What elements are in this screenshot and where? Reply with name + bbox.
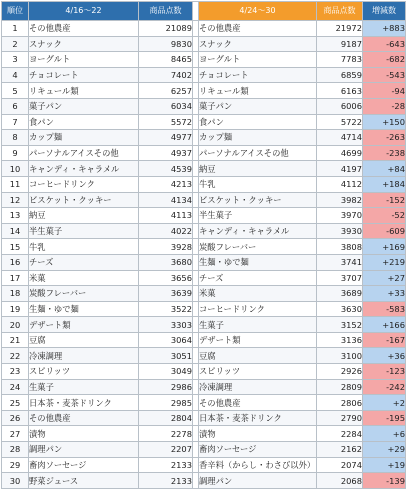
right-item-name: パーソナルアイスその他 bbox=[199, 145, 317, 161]
right-item-count: 2068 bbox=[317, 473, 363, 489]
rank-cell: 2 bbox=[2, 36, 29, 52]
table-row bbox=[2, 21, 406, 37]
change-cell: -682 bbox=[363, 52, 406, 68]
right-item-count: 2790 bbox=[317, 410, 363, 426]
right-item-name: 炭酸フレーバー bbox=[199, 239, 317, 255]
right-item-name: 日本茶・麦茶ドリンク bbox=[199, 410, 317, 426]
table-row bbox=[2, 426, 406, 442]
table-row bbox=[2, 473, 406, 489]
header-count-2: 商品点数 bbox=[317, 2, 363, 21]
left-item-count: 6257 bbox=[139, 83, 193, 99]
right-item-count: 3930 bbox=[317, 223, 363, 239]
header-change: 増減数 bbox=[363, 2, 406, 21]
right-item-count: 3689 bbox=[317, 286, 363, 302]
change-cell: +150 bbox=[363, 114, 406, 130]
right-item-count: 7783 bbox=[317, 52, 363, 68]
right-item-count: 2074 bbox=[317, 457, 363, 473]
left-item-count: 4213 bbox=[139, 176, 193, 192]
header-count-1: 商品点数 bbox=[139, 2, 193, 21]
right-item-name: その他農産 bbox=[199, 395, 317, 411]
left-item-count: 4937 bbox=[139, 145, 193, 161]
left-item-count: 3303 bbox=[139, 317, 193, 333]
right-item-count: 3741 bbox=[317, 254, 363, 270]
header-rank: 順位 bbox=[2, 2, 29, 21]
rank-cell: 15 bbox=[2, 239, 29, 255]
left-item-count: 2985 bbox=[139, 395, 193, 411]
left-item-count: 3051 bbox=[139, 348, 193, 364]
change-cell: +2 bbox=[363, 395, 406, 411]
rank-cell: 20 bbox=[2, 317, 29, 333]
rank-cell: 17 bbox=[2, 270, 29, 286]
left-item-count: 21089 bbox=[139, 21, 193, 37]
left-item-name: 半生菓子 bbox=[29, 223, 139, 239]
change-cell: +219 bbox=[363, 254, 406, 270]
rank-cell: 5 bbox=[2, 83, 29, 99]
right-item-count: 3707 bbox=[317, 270, 363, 286]
change-cell: +84 bbox=[363, 161, 406, 177]
change-cell: -643 bbox=[363, 36, 406, 52]
left-item-name: 調理パン bbox=[29, 442, 139, 458]
table-row bbox=[2, 83, 406, 99]
left-item-name: 生菓子 bbox=[29, 379, 139, 395]
table-row bbox=[2, 223, 406, 239]
right-item-name: ビスケット・クッキー bbox=[199, 192, 317, 208]
change-cell: +169 bbox=[363, 239, 406, 255]
change-cell: +19 bbox=[363, 457, 406, 473]
right-item-name: 菓子パン bbox=[199, 98, 317, 114]
left-item-count: 4977 bbox=[139, 130, 193, 146]
left-item-name: 畜肉ソーセージ bbox=[29, 457, 139, 473]
change-cell: +27 bbox=[363, 270, 406, 286]
left-item-name: 冷凍調理 bbox=[29, 348, 139, 364]
left-item-count: 3049 bbox=[139, 364, 193, 380]
table-row bbox=[2, 36, 406, 52]
left-item-count: 9830 bbox=[139, 36, 193, 52]
left-item-name: 炭酸フレーバー bbox=[29, 286, 139, 302]
change-cell: +29 bbox=[363, 442, 406, 458]
left-item-name: チョコレート bbox=[29, 67, 139, 83]
rank-cell: 3 bbox=[2, 52, 29, 68]
table-row bbox=[2, 379, 406, 395]
header-period-1: 4/16～22 bbox=[29, 2, 139, 21]
right-item-name: キャンディ・キャラメル bbox=[199, 223, 317, 239]
rank-cell: 27 bbox=[2, 426, 29, 442]
right-item-name: 生菓子 bbox=[199, 317, 317, 333]
rank-cell: 30 bbox=[2, 473, 29, 489]
ranking-table bbox=[1, 1, 406, 489]
rank-cell: 24 bbox=[2, 379, 29, 395]
table-row bbox=[2, 317, 406, 333]
left-item-count: 4134 bbox=[139, 192, 193, 208]
rank-cell: 16 bbox=[2, 254, 29, 270]
change-cell: -195 bbox=[363, 410, 406, 426]
right-item-count: 4714 bbox=[317, 130, 363, 146]
change-cell: -152 bbox=[363, 192, 406, 208]
right-item-count: 4112 bbox=[317, 176, 363, 192]
right-item-count: 2926 bbox=[317, 364, 363, 380]
left-item-count: 2133 bbox=[139, 457, 193, 473]
right-item-count: 9187 bbox=[317, 36, 363, 52]
change-cell: -28 bbox=[363, 98, 406, 114]
right-item-name: チョコレート bbox=[199, 67, 317, 83]
right-item-count: 2284 bbox=[317, 426, 363, 442]
table-row bbox=[2, 52, 406, 68]
left-item-name: チーズ bbox=[29, 254, 139, 270]
left-item-count: 3656 bbox=[139, 270, 193, 286]
table-body bbox=[2, 21, 406, 489]
right-item-count: 3136 bbox=[317, 332, 363, 348]
rank-cell: 22 bbox=[2, 348, 29, 364]
change-cell: -94 bbox=[363, 83, 406, 99]
rank-cell: 6 bbox=[2, 98, 29, 114]
rank-cell: 10 bbox=[2, 161, 29, 177]
rank-cell: 4 bbox=[2, 67, 29, 83]
change-cell: +6 bbox=[363, 426, 406, 442]
table-row bbox=[2, 192, 406, 208]
left-item-name: ヨーグルト bbox=[29, 52, 139, 68]
left-item-count: 7402 bbox=[139, 67, 193, 83]
table-row bbox=[2, 114, 406, 130]
right-item-name: 香辛料（からし・わさび以外） bbox=[199, 457, 317, 473]
rank-cell: 21 bbox=[2, 332, 29, 348]
rank-cell: 1 bbox=[2, 21, 29, 37]
left-item-name: パーソナルアイスその他 bbox=[29, 145, 139, 161]
left-item-name: 豆腐 bbox=[29, 332, 139, 348]
left-item-count: 3928 bbox=[139, 239, 193, 255]
left-item-name: スピリッツ bbox=[29, 364, 139, 380]
rank-cell: 13 bbox=[2, 208, 29, 224]
right-item-count: 2806 bbox=[317, 395, 363, 411]
rank-cell: 23 bbox=[2, 364, 29, 380]
left-item-count: 6034 bbox=[139, 98, 193, 114]
left-item-count: 2207 bbox=[139, 442, 193, 458]
rank-cell: 14 bbox=[2, 223, 29, 239]
table-row bbox=[2, 364, 406, 380]
right-item-count: 3630 bbox=[317, 301, 363, 317]
left-item-name: その他農産 bbox=[29, 21, 139, 37]
right-item-count: 6163 bbox=[317, 83, 363, 99]
left-item-count: 4539 bbox=[139, 161, 193, 177]
right-item-count: 4197 bbox=[317, 161, 363, 177]
rank-cell: 19 bbox=[2, 301, 29, 317]
rank-cell: 18 bbox=[2, 286, 29, 302]
change-cell: -263 bbox=[363, 130, 406, 146]
right-item-name: コーヒードリンク bbox=[199, 301, 317, 317]
change-cell: -242 bbox=[363, 379, 406, 395]
table-row bbox=[2, 145, 406, 161]
right-item-name: 豆腐 bbox=[199, 348, 317, 364]
right-item-count: 6006 bbox=[317, 98, 363, 114]
left-item-count: 3522 bbox=[139, 301, 193, 317]
right-item-name: ヨーグルト bbox=[199, 52, 317, 68]
right-item-count: 21972 bbox=[317, 21, 363, 37]
left-item-name: キャンディ・キャラメル bbox=[29, 161, 139, 177]
left-item-count: 2278 bbox=[139, 426, 193, 442]
left-item-name: リキュール類 bbox=[29, 83, 139, 99]
right-item-name: 食パン bbox=[199, 114, 317, 130]
change-cell: -123 bbox=[363, 364, 406, 380]
left-item-count: 2804 bbox=[139, 410, 193, 426]
right-item-name: 米菓 bbox=[199, 286, 317, 302]
table-row bbox=[2, 442, 406, 458]
right-item-name: 冷凍調理 bbox=[199, 379, 317, 395]
table-header-row bbox=[2, 2, 406, 21]
left-item-count: 2986 bbox=[139, 379, 193, 395]
change-cell: -167 bbox=[363, 332, 406, 348]
change-cell: -609 bbox=[363, 223, 406, 239]
right-item-name: 生麺・ゆで麺 bbox=[199, 254, 317, 270]
table-row bbox=[2, 98, 406, 114]
left-item-name: ビスケット・クッキー bbox=[29, 192, 139, 208]
left-item-name: 食パン bbox=[29, 114, 139, 130]
right-item-name: 半生菓子 bbox=[199, 208, 317, 224]
change-cell: +883 bbox=[363, 21, 406, 37]
table-row bbox=[2, 348, 406, 364]
right-item-name: カップ麺 bbox=[199, 130, 317, 146]
left-item-count: 3680 bbox=[139, 254, 193, 270]
change-cell: -238 bbox=[363, 145, 406, 161]
right-item-name: スピリッツ bbox=[199, 364, 317, 380]
left-item-count: 3064 bbox=[139, 332, 193, 348]
right-item-name: 牛乳 bbox=[199, 176, 317, 192]
table-row bbox=[2, 176, 406, 192]
change-cell: -139 bbox=[363, 473, 406, 489]
table-row bbox=[2, 395, 406, 411]
table-row bbox=[2, 270, 406, 286]
left-item-name: 漬物 bbox=[29, 426, 139, 442]
right-item-count: 6859 bbox=[317, 67, 363, 83]
right-item-count: 3152 bbox=[317, 317, 363, 333]
change-cell: +166 bbox=[363, 317, 406, 333]
rank-cell: 29 bbox=[2, 457, 29, 473]
change-cell: -583 bbox=[363, 301, 406, 317]
header-period-2: 4/24～30 bbox=[199, 2, 317, 21]
right-item-name: 納豆 bbox=[199, 161, 317, 177]
table-row bbox=[2, 161, 406, 177]
left-item-count: 4022 bbox=[139, 223, 193, 239]
table-row bbox=[2, 286, 406, 302]
table-row bbox=[2, 332, 406, 348]
table-row bbox=[2, 208, 406, 224]
rank-cell: 12 bbox=[2, 192, 29, 208]
right-item-count: 2162 bbox=[317, 442, 363, 458]
left-item-count: 4113 bbox=[139, 208, 193, 224]
right-item-count: 2809 bbox=[317, 379, 363, 395]
change-cell: +33 bbox=[363, 286, 406, 302]
change-cell: -543 bbox=[363, 67, 406, 83]
rank-cell: 7 bbox=[2, 114, 29, 130]
left-item-name: その他農産 bbox=[29, 410, 139, 426]
rank-cell: 28 bbox=[2, 442, 29, 458]
rank-cell: 11 bbox=[2, 176, 29, 192]
rank-cell: 9 bbox=[2, 145, 29, 161]
change-cell: -52 bbox=[363, 208, 406, 224]
left-item-count: 2133 bbox=[139, 473, 193, 489]
left-item-name: コーヒードリンク bbox=[29, 176, 139, 192]
table-row bbox=[2, 67, 406, 83]
table-row bbox=[2, 457, 406, 473]
right-item-name: チーズ bbox=[199, 270, 317, 286]
right-item-count: 3808 bbox=[317, 239, 363, 255]
right-item-name: 調理パン bbox=[199, 473, 317, 489]
table-row bbox=[2, 301, 406, 317]
table-row bbox=[2, 130, 406, 146]
left-item-name: 納豆 bbox=[29, 208, 139, 224]
rank-cell: 25 bbox=[2, 395, 29, 411]
right-item-name: デザート類 bbox=[199, 332, 317, 348]
left-item-name: 生麺・ゆで麺 bbox=[29, 301, 139, 317]
right-item-count: 3970 bbox=[317, 208, 363, 224]
change-cell: +36 bbox=[363, 348, 406, 364]
right-item-name: スナック bbox=[199, 36, 317, 52]
table-row bbox=[2, 410, 406, 426]
left-item-name: スナック bbox=[29, 36, 139, 52]
right-item-count: 5722 bbox=[317, 114, 363, 130]
left-item-name: 菓子パン bbox=[29, 98, 139, 114]
left-item-count: 5572 bbox=[139, 114, 193, 130]
left-item-count: 3639 bbox=[139, 286, 193, 302]
right-item-name: 漬物 bbox=[199, 426, 317, 442]
rank-cell: 8 bbox=[2, 130, 29, 146]
right-item-count: 3982 bbox=[317, 192, 363, 208]
right-item-name: その他農産 bbox=[199, 21, 317, 37]
right-item-name: 畜肉ソーセージ bbox=[199, 442, 317, 458]
change-cell: +184 bbox=[363, 176, 406, 192]
table-row bbox=[2, 239, 406, 255]
right-item-count: 3100 bbox=[317, 348, 363, 364]
left-item-name: 日本茶・麦茶ドリンク bbox=[29, 395, 139, 411]
table-row bbox=[2, 254, 406, 270]
left-item-count: 8465 bbox=[139, 52, 193, 68]
rank-cell: 26 bbox=[2, 410, 29, 426]
right-item-name: リキュール類 bbox=[199, 83, 317, 99]
left-item-name: 米菓 bbox=[29, 270, 139, 286]
left-item-name: 野菜ジュース bbox=[29, 473, 139, 489]
left-item-name: デザート類 bbox=[29, 317, 139, 333]
right-item-count: 4699 bbox=[317, 145, 363, 161]
left-item-name: カップ麺 bbox=[29, 130, 139, 146]
left-item-name: 牛乳 bbox=[29, 239, 139, 255]
